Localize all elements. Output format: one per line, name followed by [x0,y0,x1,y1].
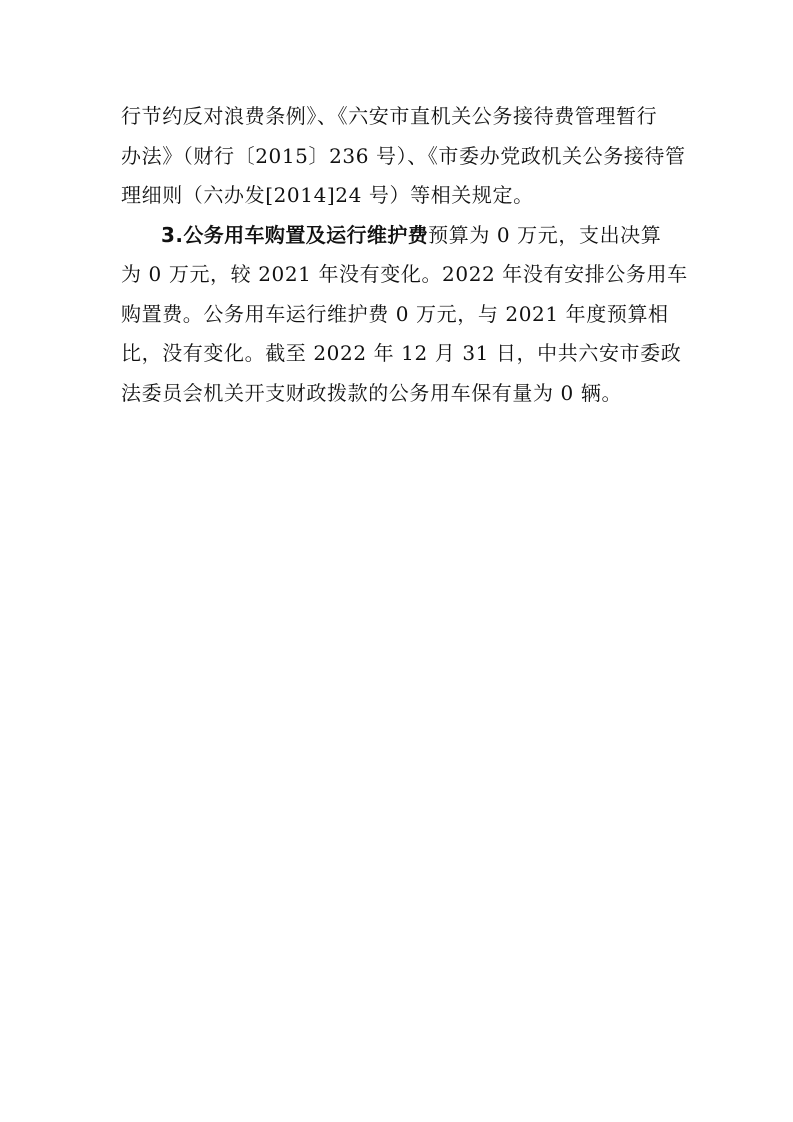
paragraph2-line-1 [121,216,681,256]
paragraph1-line-3: 理细则（六办发[2014]24 号）等相关规定。 [121,183,534,207]
paragraph2-line-3: 购置费。公务用车运行维护费 0 万元，与 2021 年度预算相 [121,301,669,326]
section-heading: 3.公务用车购置及运行维护费 [161,222,429,247]
paragraph1-line-2: 办法》（财行〔2015〕236 号）、《市委办党政机关公务接待管 [121,143,686,168]
paragraph2-line-1-rest: 预算为 0 万元，支出决算 [428,222,662,247]
paragraph1-line-1: 行节约反对浪费条例》、《六安市直机关公务接待费管理暂行 [121,104,658,128]
body-text [121,97,688,413]
paragraph2-line-2: 为 0 万元，较 2021 年没有变化。2022 年没有安排公务用车 [121,262,688,286]
paragraph2-line-4: 比，没有变化。截至 2022 年 12 月 31 日，中共六安市委政 [121,341,682,365]
paragraph2-line-5: 法委员会机关开支财政拨款的公务用车保有量为 0 辆。 [121,380,623,405]
